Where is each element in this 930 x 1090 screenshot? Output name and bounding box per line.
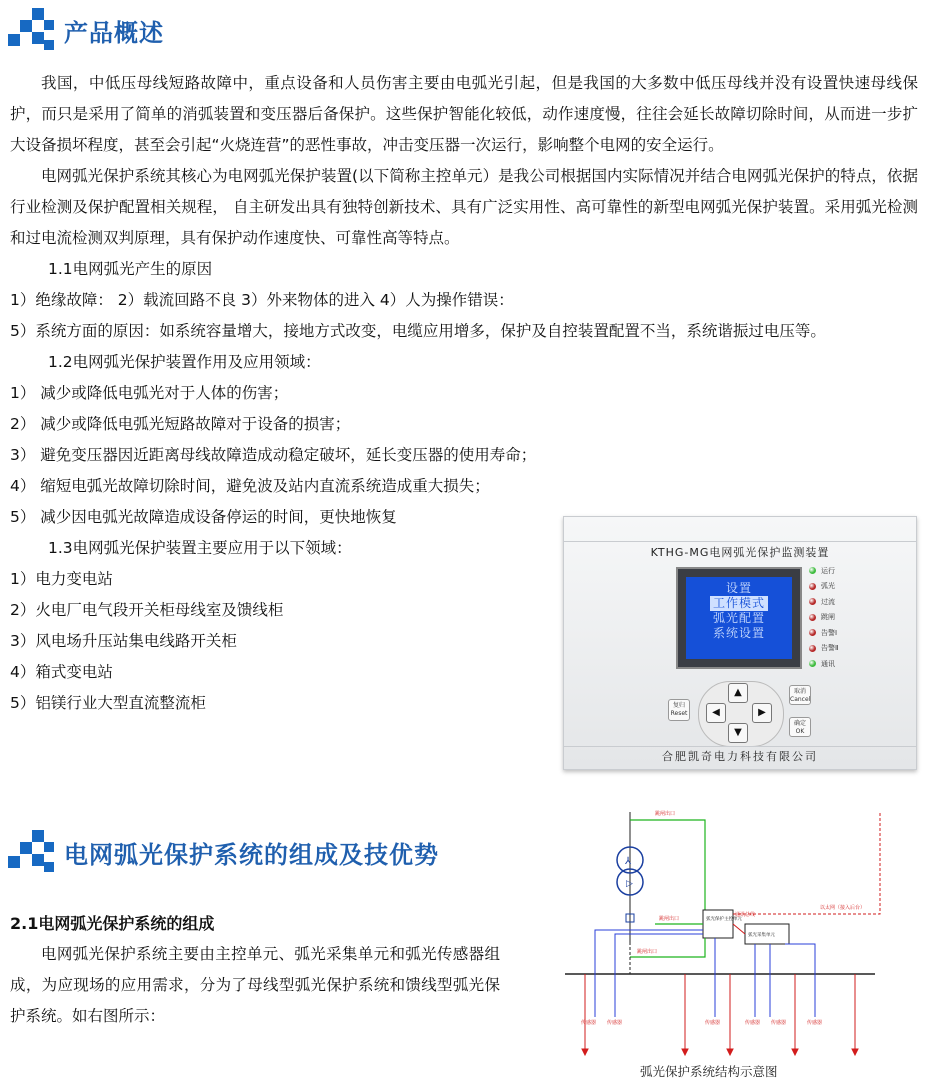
led-indicator — [809, 610, 838, 626]
led-dot-icon — [809, 567, 816, 574]
led-indicator — [809, 641, 838, 657]
lcd-line: 弧光配置 — [712, 611, 765, 625]
list-line: 5）铝镁行业大型直流整流柜 — [10, 694, 206, 712]
led-dot-icon — [809, 660, 816, 667]
svg-text:传感器: 传感器 — [771, 1020, 787, 1026]
svg-text:跳闸出口: 跳闸出口 — [659, 916, 680, 922]
led-dot-icon — [809, 614, 816, 621]
svg-text:传感器: 传感器 — [607, 1020, 623, 1026]
led-label: 弧光 — [821, 582, 835, 591]
list-line: 2） 减少或降低电弧光短路故障对于设备的损害； — [10, 415, 351, 433]
svg-text:弧光采集单元: 弧光采集单元 — [748, 933, 775, 938]
list-line: 1）电力变电站 — [10, 570, 113, 588]
led-label: 告警Ⅰ — [821, 628, 838, 637]
lcd-line: 系统设置 — [712, 626, 765, 640]
list-line: 1） 减少或降低电弧光对于人体的伤害； — [10, 384, 289, 402]
brand-squares-icon — [6, 830, 54, 874]
svg-text:传感器: 传感器 — [807, 1020, 823, 1026]
section-title: 产品概述 — [64, 18, 164, 47]
composition-body — [10, 908, 500, 1032]
section-title: 电网弧光保护系统的组成及技优势 — [64, 840, 439, 869]
led-label: 通讯 — [821, 659, 835, 668]
reset-button: 复归 Reset — [668, 699, 690, 721]
led-label: 运行 — [821, 566, 835, 575]
device-company: 合肥凯奇电力科技有限公司 — [662, 750, 818, 763]
cancel-button: 取消 Cancel — [789, 685, 811, 705]
list-line: 4）箱式变电站 — [10, 663, 113, 681]
led-label: 告警Ⅱ — [821, 644, 839, 653]
section-header-overview — [6, 8, 164, 52]
list-line: 1.1电网弧光产生的原因 — [48, 260, 213, 278]
brand-squares-icon — [6, 8, 54, 52]
paragraph: 电网弧光保护系统其核心为电网弧光保护装置(以下简称主控单元）是我公司根据国内实际情况并结合电网弧光保护的特点，依据行业检测及保护配置相关规程， 自主研发出具有独特创新技术、具有广泛实用性、高可靠性的新型电网弧光保护装置。采用弧光检测和过电流检测双判原理，具有保护动作速度快、可靠性高等特点。 — [10, 167, 918, 247]
led-indicator — [809, 625, 838, 641]
device-title: KTHG-MG电网弧光保护监测装置 — [650, 546, 830, 559]
list-line: 2）火电厂电气段开关柜母线室及馈线柜 — [10, 601, 284, 619]
svg-text:传感器: 传感器 — [581, 1020, 597, 1026]
paragraph: 电网弧光保护系统主要由主控单元、弧光采集单元和弧光传感器组成，为应现场的应用需求，分为了母线型弧光保护系统和馈线型弧光保护系统。如右图所示： — [10, 945, 500, 1025]
system-structure-diagram — [555, 802, 895, 1062]
arrow-right-icon: ▶ — [752, 703, 772, 723]
svg-text:跳闸出口: 跳闸出口 — [637, 949, 658, 955]
svg-text:传感器: 传感器 — [705, 1020, 721, 1026]
list-line: 3）风电场升压站集电线路开关柜 — [10, 632, 237, 650]
lcd-screen — [686, 577, 792, 659]
svg-text:传感器: 传感器 — [745, 1020, 761, 1026]
list-line: 3） 避免变压器因近距离母线故障造成动稳定破坏，延长变压器的使用寿命； — [10, 446, 537, 464]
device-top-panel — [564, 517, 916, 542]
led-dot-icon — [809, 645, 816, 652]
led-indicator — [809, 594, 838, 610]
lcd-frame — [676, 567, 802, 669]
list-line: 4） 缩短电弧光故障切除时间，避免波及站内直流系统造成重大损失； — [10, 477, 490, 495]
list-line: 1）绝缘故障： 2）载流回路不良 3）外来物体的进入 4）人为操作错误： — [10, 291, 514, 309]
diagram-caption: 弧光保护系统结构示意图 — [640, 1064, 778, 1079]
led-dot-icon — [809, 598, 816, 605]
led-indicator — [809, 656, 838, 672]
section-header-composition — [6, 830, 439, 874]
arrow-up-icon: ▲ — [728, 683, 748, 703]
list-line: 5） 减少因电弧光故障造成设备停运的时间，更快地恢复 — [10, 508, 397, 526]
device-image — [563, 516, 917, 770]
list-line: 1.2电网弧光保护装置作用及应用领域： — [48, 353, 321, 371]
led-panel — [809, 563, 838, 672]
svg-text:以太网（接入后台）: 以太网（接入后台） — [820, 905, 866, 911]
led-dot-icon — [809, 583, 816, 590]
arrow-left-icon: ◀ — [706, 703, 726, 723]
list-line: 1.3电网弧光保护装置主要应用于以下领域： — [48, 539, 352, 557]
paragraph: 我国，中低压母线短路故障中，重点设备和人员伤害主要由电弧光引起，但是我国的大多数中低压母线并没有设置快速母线保护，而只是采用了简单的消弧装置和变压器后备保护。这些保护智能化较低，动作速度慢，往往会延长故障切除时间，从而进一步扩大设备损坏程度，甚至会引起“火烧连营”的恶性事故，冲击变压器一次运行，影响整个电网的安全运行。 — [10, 74, 918, 154]
svg-text:通讯总线: 通讯总线 — [735, 912, 756, 918]
svg-text:▷: ▷ — [626, 879, 633, 889]
confirm-button: 确定 OK — [789, 717, 811, 737]
led-label: 过流 — [821, 597, 835, 606]
lcd-line: 设置 — [725, 581, 752, 595]
arrow-down-icon: ▼ — [728, 723, 748, 743]
led-indicator — [809, 579, 838, 595]
trip-out-label: 跳闸出口 — [655, 811, 676, 817]
svg-text:⅄: ⅄ — [625, 856, 632, 867]
svg-text:弧光保护主控单元: 弧光保护主控单元 — [706, 917, 742, 922]
led-dot-icon — [809, 629, 816, 636]
list-line: 5）系统方面的原因：如系统容量增大，接地方式改变，电缆应用增多，保护及自控装置配置不当，系统谐振过电压等。 — [10, 322, 826, 340]
lcd-line-selected: 工作模式 — [710, 596, 768, 611]
main-unit-box — [703, 910, 733, 938]
led-indicator — [809, 563, 838, 579]
subsection-title: 2.1电网弧光保护系统的组成 — [10, 914, 215, 933]
led-label: 跳闸 — [821, 613, 835, 622]
